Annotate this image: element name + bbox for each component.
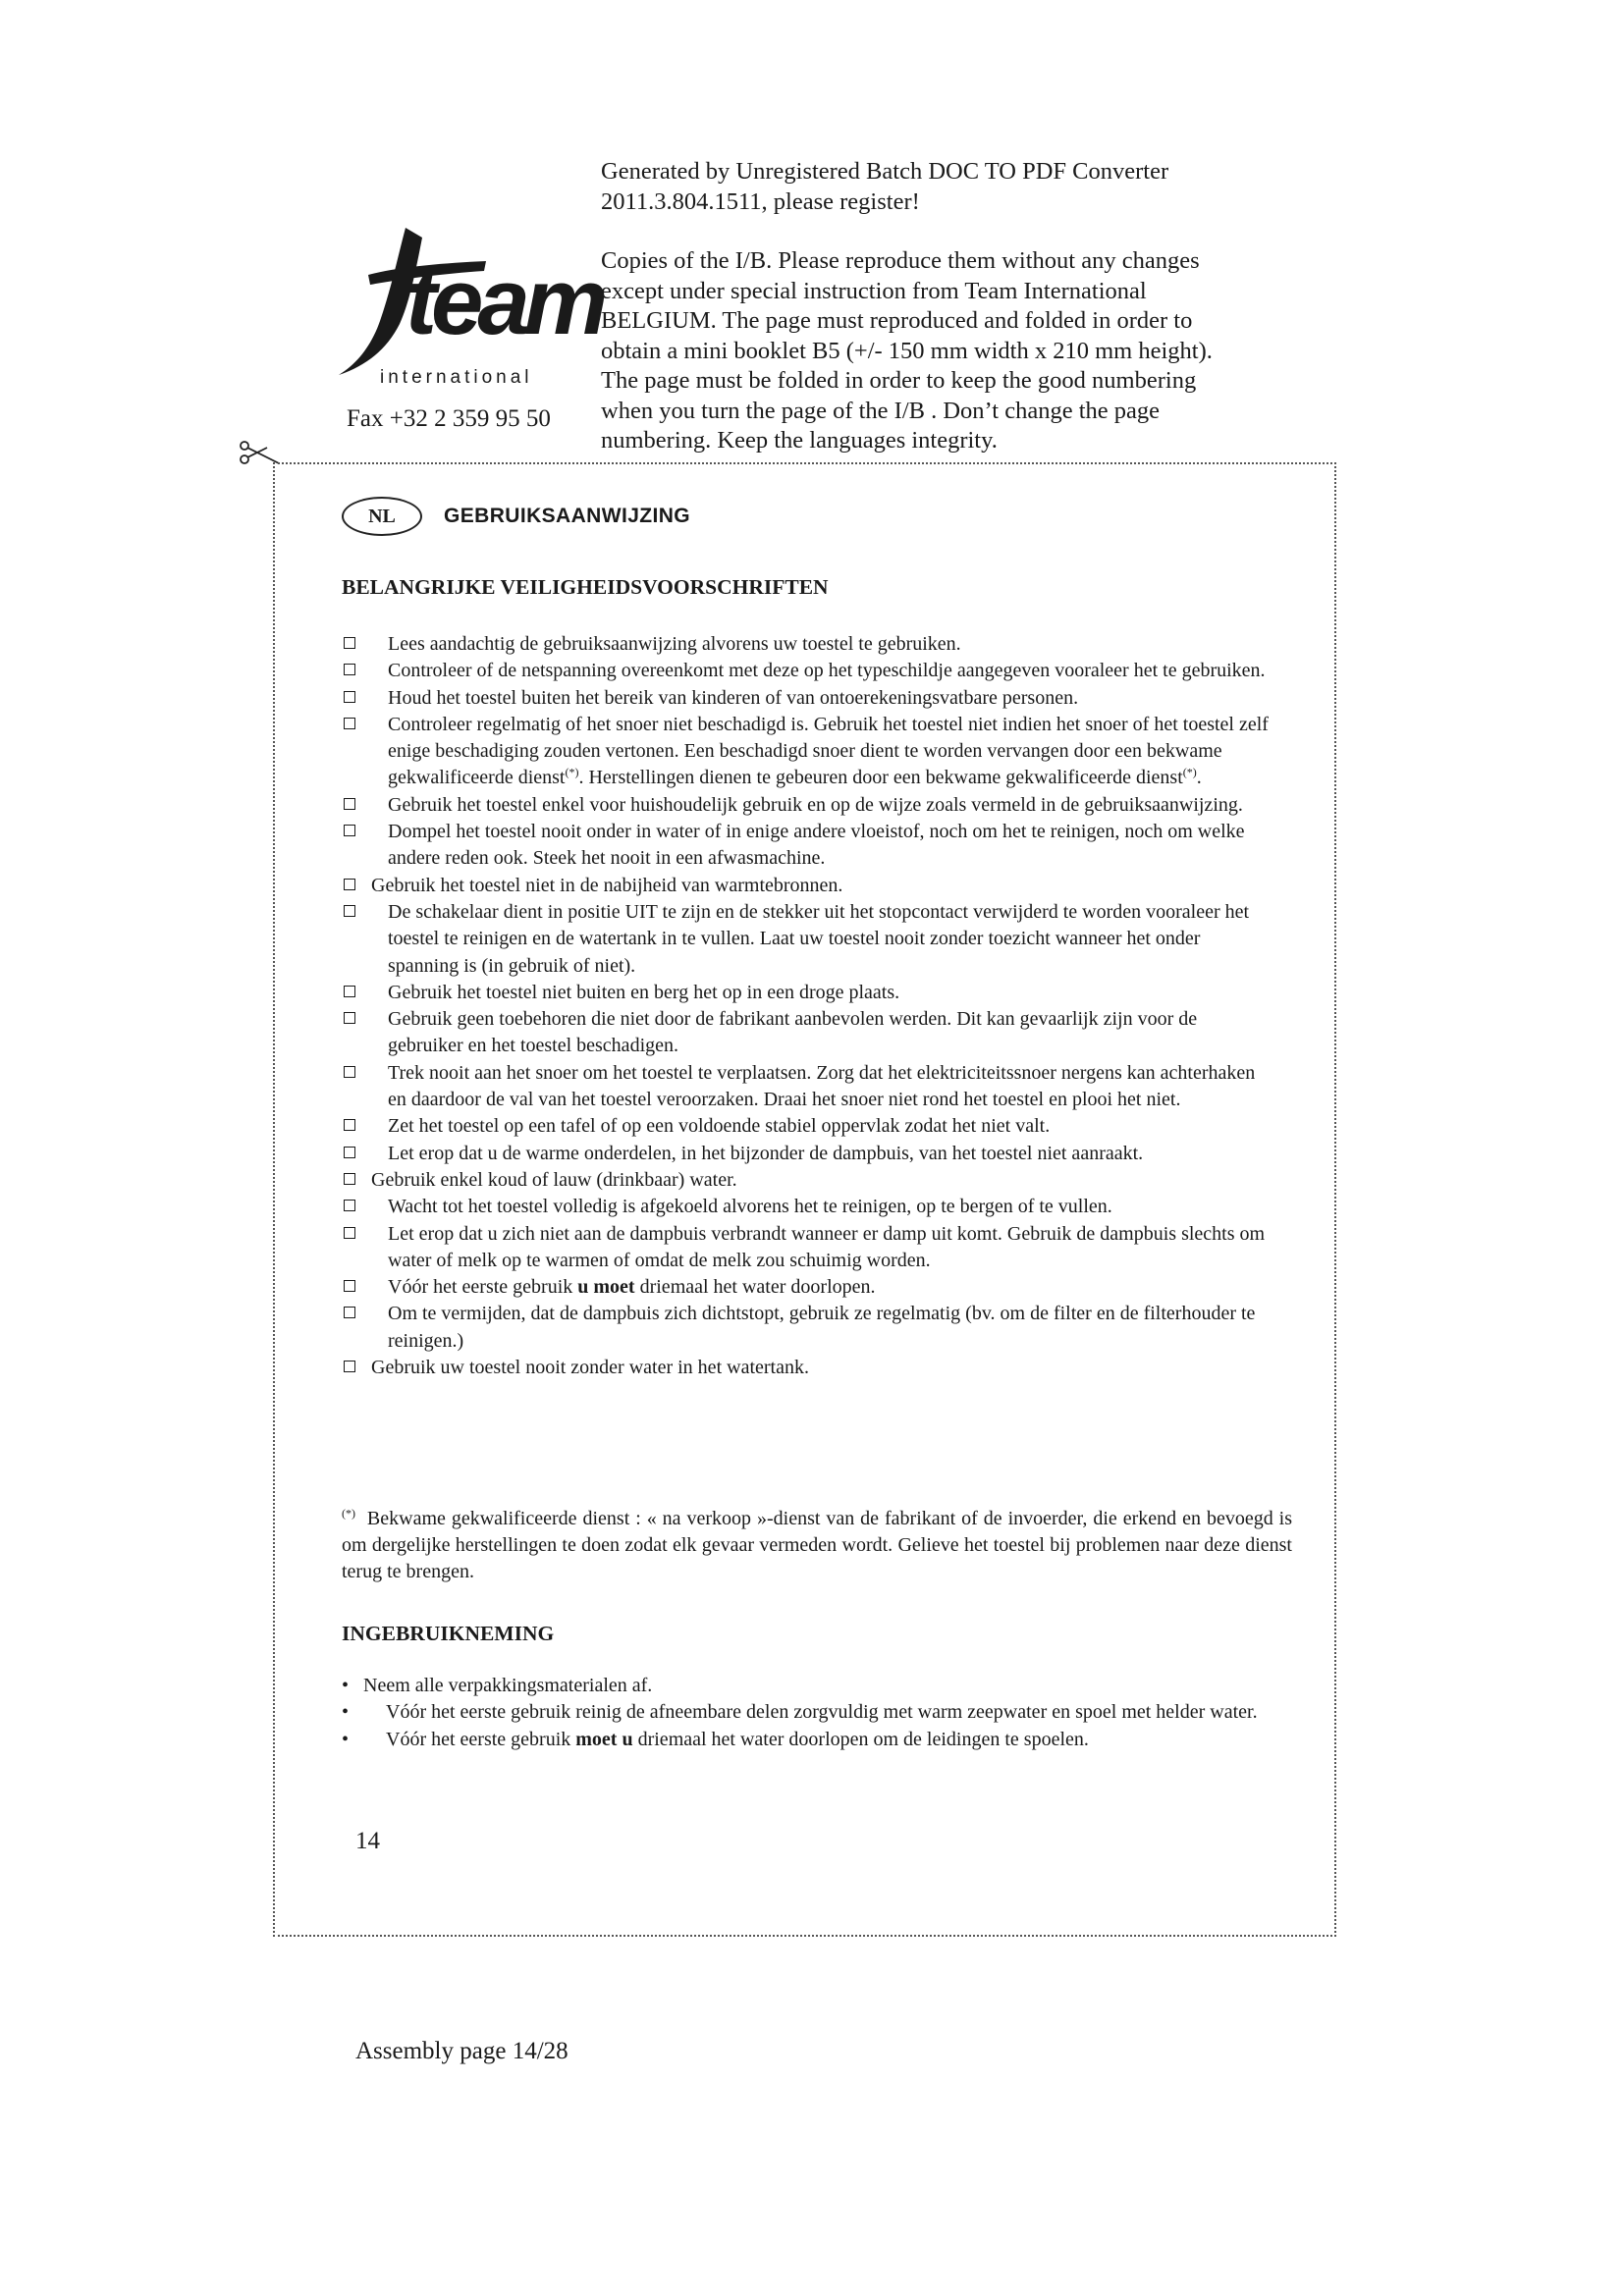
instruction-line: Copies of the I/B. Please reproduce them without any changes [601, 247, 1200, 274]
team-international-logo [329, 218, 603, 390]
item-text: Vóór het eerste gebruik [388, 1276, 573, 1299]
footnote-mark: (*) [342, 1506, 355, 1521]
list-item: Houd het toestel buiten het bereik van kinderen of van ontoerekeningsvatbare personen. [344, 685, 1272, 712]
generated-line-1: Generated by Unregistered Batch DOC TO PDF Converter [601, 158, 1169, 185]
logo-subtitle: international [380, 367, 533, 388]
list-item: Gebruik het toestel enkel voor huishoudelijk gebruik en op de wijze zoals vermeld in de gebruiksaanwijzing. [344, 792, 1272, 819]
list-item: Gebruik uw toestel nooit zonder water in het watertank. [344, 1355, 1272, 1381]
section-header [342, 495, 690, 538]
list-item: Om te vermijden, dat de dampbuis zich dichtstopt, gebruik ze regelmatig (bv. om de filter en de filterhouder te reinigen.) [344, 1301, 1272, 1355]
intro-list [342, 1673, 1270, 1753]
section-title: GEBRUIKSAANWIJZING [444, 505, 691, 527]
safety-heading: BELANGRIJKE VEILIGHEIDSVOORSCHRIFTEN [342, 575, 829, 599]
list-item: Let erop dat u de warme onderdelen, in het bijzonder de dampbuis, van het toestel niet aanraakt. [344, 1141, 1272, 1167]
instruction-line: numbering. Keep the languages integrity. [601, 427, 998, 454]
item-text: driemaal het water doorlopen. [639, 1276, 876, 1299]
item-text: driemaal het water doorlopen om de leidingen te spoelen. [637, 1728, 1089, 1750]
footnote-text: Bekwame gekwalificeerde dienst : « na verkoop »-dienst van de fabrikant of de invoerder, die erkend en bevoegd is om dergelijke herstellingen te doen zodat elk gevaar vermeden wordt. Gelieve het toestel bij problemen naar deze dienst terug te brengen. [342, 1508, 1292, 1582]
instruction-line: BELGIUM. The page must reproduced and folded in order to [601, 307, 1193, 334]
list-item: Controleer of de netspanning overeenkomt met deze op het typeschildje aangegeven vooraleer het te gebruiken. [344, 658, 1272, 684]
footnote [342, 1506, 1292, 1585]
emphasis: moet u [575, 1728, 633, 1750]
list-item: Gebruik enkel koud of lauw (drinkbaar) water. [344, 1167, 1272, 1194]
list-item: Zet het toestel op een tafel of op een voldoende stabiel oppervlak zodat het niet valt. [344, 1113, 1272, 1140]
logo-word: team [406, 249, 603, 354]
fax-number: Fax +32 2 359 95 50 [347, 405, 551, 432]
reproduction-instructions [601, 246, 1308, 456]
instruction-line: when you turn the page of the I/B . Don’t change the page [601, 397, 1161, 424]
item-text: Vóór het eerste gebruik [386, 1728, 571, 1750]
list-item: Trek nooit aan het snoer om het toestel te verplaatsen. Zorg dat het elektriciteitssnoer nergens kan achterhaken en daardoor de val van het toestel veroorzaken. Draai het snoer niet rond het toestel en plooi het niet. [344, 1060, 1272, 1114]
list-item: Gebruik geen toebehoren die niet door de fabrikant aanbevolen werden. Dit kan gevaarlijk zijn voor de gebruiker en het toestel beschadigen. [344, 1006, 1272, 1060]
safety-list [344, 631, 1272, 1381]
list-item: • Neem alle verpakkingsmaterialen af. [342, 1673, 1270, 1699]
list-item: Gebruik het toestel niet in de nabijheid van warmtebronnen. [344, 873, 1272, 899]
list-item: De schakelaar dient in positie UIT te zijn en de stekker uit het stopcontact verwijderd te worden vooraleer het toestel te reinigen en de watertank in te vullen. Laat uw toestel nooit zonder toezicht wanneer het onder spanning is (in gebruik of niet). [344, 899, 1272, 980]
item-text: Controleer regelmatig of het snoer niet beschadigd is. Gebruik het toestel niet indien het snoer of het toestel zelf enige beschadiging zouden vertonen. Een beschadigd snoer dient te worden vervangen door een bekwame gekwalificeerde dienst [388, 713, 1269, 789]
emphasis: u moet [577, 1276, 635, 1299]
assembly-page-label: Assembly page 14/28 [355, 2038, 568, 2064]
instruction-line: obtain a mini booklet B5 (+/- 150 mm width x 210 mm height). [601, 337, 1213, 364]
list-item: Wacht tot het toestel volledig is afgekoeld alvorens het te reinigen, op te bergen of te vullen. [344, 1194, 1272, 1220]
instruction-line: except under special instruction from Team International [601, 277, 1147, 304]
footnote-ref: (*) [1182, 765, 1197, 779]
list-item [342, 1727, 1270, 1753]
list-item: Let erop dat u zich niet aan de dampbuis verbrandt wanneer er damp uit komt. Gebruik de dampbuis slechts om water of melk op te warmen of omdat de melk zou schuimig worden. [344, 1221, 1272, 1275]
language-badge: NL [342, 497, 422, 536]
list-item: Dompel het toestel nooit onder in water of in enige andere vloeistof, noch om het te reinigen, noch om welke andere reden ook. Steek het nooit in een afwasmachine. [344, 819, 1272, 873]
converter-notice [601, 157, 1308, 456]
item-text: . Herstellingen dienen te gebeuren door een bekwame gekwalificeerde dienst [578, 767, 1183, 789]
generated-line-2: 2011.3.804.1511, please register! [601, 187, 920, 215]
list-item [344, 712, 1272, 792]
list-item [344, 1274, 1272, 1301]
list-item: Gebruik het toestel niet buiten en berg het op in een droge plaats. [344, 980, 1272, 1006]
footnote-ref: (*) [565, 765, 579, 779]
item-text: . [1196, 767, 1202, 789]
page-number: 14 [355, 1828, 380, 1854]
intro-heading: INGEBRUIKNEMING [342, 1622, 555, 1645]
instruction-line: The page must be folded in order to keep the good numbering [601, 367, 1197, 394]
list-item: Lees aandachtig de gebruiksaanwijzing alvorens uw toestel te gebruiken. [344, 631, 1272, 658]
list-item: • Vóór het eerste gebruik reinig de afneembare delen zorgvuldig met warm zeepwater en spoel met helder water. [342, 1699, 1270, 1726]
